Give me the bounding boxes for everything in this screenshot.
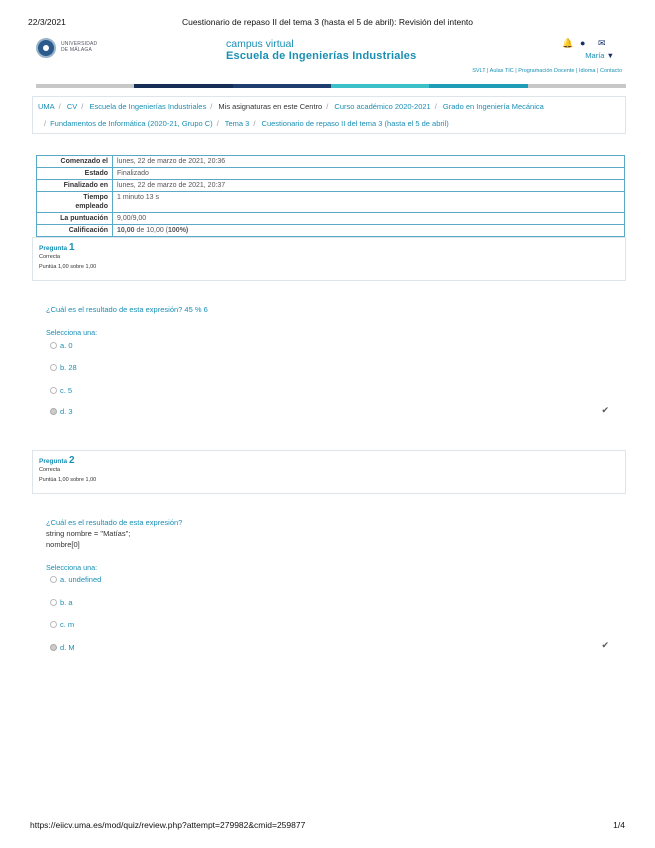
radio-icon[interactable] [50, 621, 57, 628]
link-programacion-docente[interactable]: Programación Docente [518, 68, 575, 74]
site-header [36, 38, 626, 68]
summary-row [37, 213, 625, 225]
breadcrumb-cv[interactable]: CV [66, 102, 78, 111]
question-number: Pregunta 1 [39, 242, 75, 253]
summary-grade [113, 225, 625, 237]
summary-value: lunes, 22 de marzo de 2021, 20:37 [113, 180, 625, 192]
summary-key: Calificación [37, 225, 113, 237]
attempt-summary-table [36, 155, 625, 237]
radio-icon[interactable] [50, 576, 57, 583]
checkmark-icon: ✔ [601, 640, 609, 650]
select-one-label: Selecciona una: [46, 328, 98, 337]
color-bar [36, 84, 626, 88]
breadcrumb-curso[interactable]: Curso académico 2020-2021 [334, 102, 431, 111]
answer-option[interactable]: b. a [50, 598, 73, 607]
user-dropdown[interactable] [585, 51, 614, 60]
question-text: ¿Cuál es el resultado de esta expresión? [46, 518, 183, 527]
breadcrumb-uma[interactable]: UMA [38, 102, 55, 111]
answer-option[interactable]: c. m [50, 620, 74, 629]
print-title: Cuestionario de repaso II del tema 3 (hasta el 5 de abril): Revisión del intento [181, 17, 474, 27]
question-state: Correcta [39, 254, 61, 260]
answer-option[interactable]: a. 0 [50, 341, 73, 350]
breadcrumb-mis-asignaturas: Mis asignaturas en este Centro [218, 102, 323, 111]
select-one-label: Selecciona una: [46, 563, 98, 572]
university-logo-text: UNIVERSIDAD DE MÁLAGA [61, 41, 98, 53]
summary-value: Finalizado [113, 168, 625, 180]
question-code-line: nombre[0] [46, 540, 80, 549]
color-bar-segment [429, 84, 527, 88]
summary-row [37, 156, 625, 168]
question-points: Puntúa 1,00 sobre 1,00 [39, 264, 97, 270]
top-links: SVLT | Aulas TIC | Programación Docente | Idioma | Contacto [472, 68, 622, 74]
chat-icon[interactable]: ● [580, 38, 586, 48]
university-seal-icon [36, 38, 56, 58]
color-bar-segment [331, 84, 429, 88]
radio-icon[interactable] [50, 342, 57, 349]
summary-key: Estado [37, 168, 113, 180]
breadcrumb-fundamentos[interactable]: Fundamentos de Informática (2020-21, Grupo C) [50, 119, 213, 128]
radio-selected-icon[interactable] [50, 644, 57, 651]
question-info-1 [32, 237, 626, 281]
campus-virtual-label: campus virtual [226, 38, 294, 50]
bell-icon[interactable]: 🔔 [562, 38, 574, 48]
print-page-number: 1/4 [613, 820, 625, 830]
grade-value: 10,00 [117, 227, 135, 234]
grade-end: %) [179, 227, 189, 234]
summary-value: lunes, 22 de marzo de 2021, 20:36 [113, 156, 625, 168]
link-contacto[interactable]: Contacto [599, 68, 622, 74]
question-number: Pregunta 2 [39, 455, 75, 466]
university-logo[interactable] [36, 38, 96, 60]
radio-selected-icon[interactable] [50, 408, 57, 415]
color-bar-segment [233, 84, 331, 88]
summary-key: Finalizado en [37, 180, 113, 192]
question-body-2 [46, 517, 611, 657]
question-state: Correcta [39, 467, 61, 473]
link-idioma[interactable]: Idioma [578, 68, 596, 74]
summary-row [37, 180, 625, 192]
color-bar-segment [528, 84, 626, 88]
summary-row [37, 225, 625, 237]
answer-option[interactable]: d. M [50, 643, 75, 652]
print-url: https://eiicv.uma.es/mod/quiz/review.php?attempt=279982&cmid=259877 [30, 820, 306, 830]
summary-key: Tiempo empleado [37, 192, 113, 213]
link-svlt[interactable]: SVLT [472, 68, 486, 74]
breadcrumb-escuela[interactable]: Escuela de Ingenierías Industriales [89, 102, 207, 111]
radio-icon[interactable] [50, 364, 57, 371]
checkmark-icon: ✔ [601, 405, 609, 415]
question-info-2 [32, 450, 626, 494]
summary-row [37, 192, 625, 213]
question-body-1 [46, 304, 611, 424]
chevron-down-icon: ▼ [606, 51, 614, 60]
summary-value: 9,00/9,00 [113, 213, 625, 225]
answer-option[interactable]: b. 28 [50, 363, 77, 372]
answer-option[interactable]: c. 5 [50, 386, 72, 395]
breadcrumb-cuestionario[interactable]: Cuestionario de repaso II del tema 3 (hasta el 5 de abril) [261, 119, 449, 128]
radio-icon[interactable] [50, 599, 57, 606]
print-date: 22/3/2021 [28, 17, 66, 27]
color-bar-segment [134, 84, 232, 88]
answer-option[interactable]: d. 3 [50, 407, 73, 416]
mail-icon[interactable]: ✉ [598, 38, 606, 48]
question-points: Puntúa 1,00 sobre 1,00 [39, 477, 97, 483]
school-name: Escuela de Ingenierías Industriales [226, 50, 417, 62]
grade-percent: 100 [168, 227, 180, 234]
breadcrumb: UMA / CV / Escuela de Ingenierías Industriales / Mis asignaturas en este Centro / Curso académico 2020-2021 / Grado en Ingeniería Mecánica / Fundamentos de Informática (2020-21, Grupo C) / Tema 3 / Cuestionario de repaso II del tema 3 (hasta el 5 de abril) [32, 96, 626, 134]
summary-value: 1 minuto 13 s [113, 192, 625, 213]
radio-icon[interactable] [50, 387, 57, 394]
summary-row [37, 168, 625, 180]
question-text: ¿Cuál es el resultado de esta expresión? 45 % 6 [46, 305, 208, 314]
breadcrumb-grado[interactable]: Grado en Ingeniería Mecánica [442, 102, 544, 111]
question-code-line: string nombre = "Matías"; [46, 529, 131, 538]
user-name: María [585, 51, 605, 60]
link-aulas-tic[interactable]: Aulas TIC [489, 68, 514, 74]
print-footer [30, 820, 625, 830]
color-bar-segment [36, 84, 134, 88]
summary-key: La puntuación [37, 213, 113, 225]
grade-mid: de 10,00 ( [134, 227, 168, 234]
summary-key: Comenzado el [37, 156, 113, 168]
answer-option[interactable]: a. undefined [50, 575, 101, 584]
breadcrumb-tema[interactable]: Tema 3 [224, 119, 250, 128]
campus-title[interactable] [226, 38, 416, 63]
print-header [28, 17, 627, 29]
